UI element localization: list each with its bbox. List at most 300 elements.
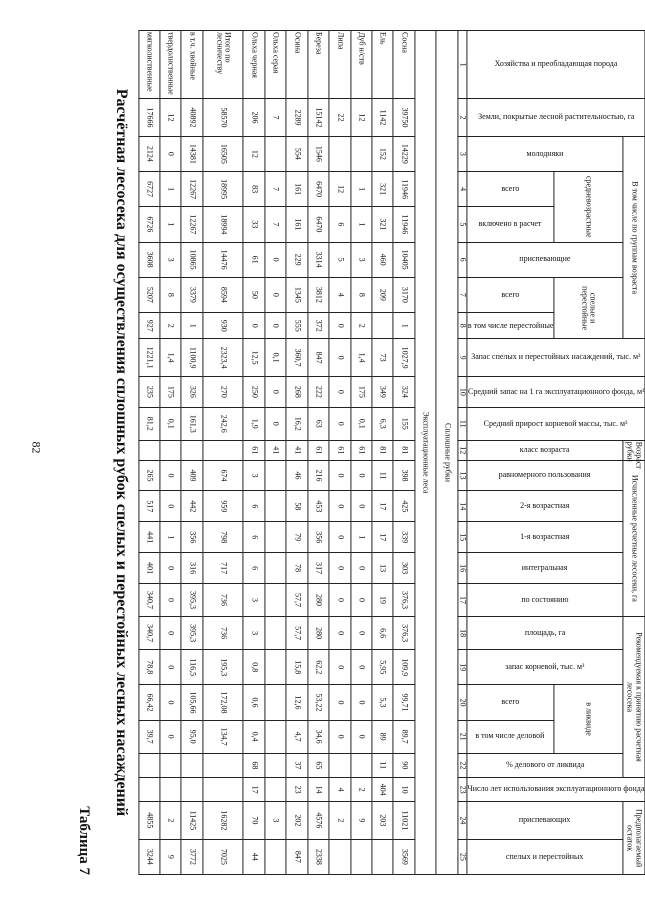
table-cell: 0 bbox=[351, 553, 372, 584]
table-cell: 2323,4 bbox=[203, 339, 244, 376]
table-cell: 8 bbox=[351, 277, 372, 312]
table-row bbox=[243, 31, 264, 875]
h-land: Земли, покрытые лесной растительностью, га bbox=[467, 99, 645, 136]
table-cell: 0,8 bbox=[243, 650, 264, 685]
table-cell: 425 bbox=[393, 491, 414, 522]
table-cell: 70 bbox=[243, 802, 264, 839]
table-cell: 395,3 bbox=[181, 617, 202, 650]
table-cell: 15,8 bbox=[286, 650, 307, 685]
table-cell: 6727 bbox=[139, 172, 160, 207]
table-cell: 7025 bbox=[203, 839, 244, 874]
table-cell: 175 bbox=[160, 376, 181, 407]
table-cell: 79 bbox=[286, 522, 307, 553]
table-cell: 441 bbox=[139, 522, 160, 553]
table-cell: 57,7 bbox=[286, 584, 307, 617]
table-cell: 41 bbox=[286, 440, 307, 460]
table-cell: 152 bbox=[372, 136, 393, 171]
row-species: Осина bbox=[286, 31, 307, 99]
table-cell: 847 bbox=[308, 339, 329, 376]
table-cell: 63 bbox=[308, 407, 329, 440]
table-cell: 0 bbox=[329, 720, 350, 753]
table-cell: 0,1 bbox=[265, 339, 286, 376]
table-cell: 268 bbox=[286, 376, 307, 407]
table-cell bbox=[160, 777, 181, 801]
section-label: Эксплуатационные леса bbox=[415, 31, 436, 875]
table-cell: 95,0 bbox=[181, 720, 202, 753]
table-cell: 57,7 bbox=[286, 617, 307, 650]
table-cell: 61 bbox=[329, 440, 350, 460]
table-cell: 349 bbox=[372, 376, 393, 407]
column-number: 11 bbox=[458, 407, 467, 440]
table-cell: 404 bbox=[372, 777, 393, 801]
table-cell: 0 bbox=[160, 720, 181, 753]
table-cell: 0 bbox=[160, 553, 181, 584]
table-cell bbox=[265, 553, 286, 584]
h-species: Хозяйства и преобладающая порода bbox=[467, 31, 645, 99]
row-species: Итого по лесничеству bbox=[203, 31, 244, 99]
table-cell bbox=[351, 753, 372, 777]
h-area: площадь, га bbox=[467, 617, 623, 650]
table-cell: 16505 bbox=[203, 136, 244, 171]
h-stock: Запас спелых и перестойных насаждений, тыс. м³ bbox=[467, 339, 645, 376]
h-mature: спелые и перестойные bbox=[554, 277, 623, 339]
table-cell: 12 bbox=[160, 99, 181, 136]
table-cell: 1 bbox=[181, 313, 202, 339]
h-calc-cuts: Исчисленные расчетные лесосеки, га bbox=[623, 460, 645, 616]
table-cell: 90 bbox=[393, 753, 414, 777]
row-species: твердолиственные bbox=[160, 31, 181, 99]
table-cell: 58570 bbox=[203, 99, 244, 136]
table-cell: 6 bbox=[329, 207, 350, 242]
table-cell: 2 bbox=[351, 777, 372, 801]
table-cell: 7 bbox=[265, 99, 286, 136]
table-cell: 798 bbox=[203, 522, 244, 553]
table-cell: 15142 bbox=[308, 99, 329, 136]
table-cell: 11946 bbox=[393, 207, 414, 242]
table-cell: 81 bbox=[372, 440, 393, 460]
column-number: 5 bbox=[458, 207, 467, 242]
table-cell: 317 bbox=[308, 553, 329, 584]
table-cell: 0,1 bbox=[351, 407, 372, 440]
table-cell: 0 bbox=[351, 650, 372, 685]
row-species: Липа bbox=[329, 31, 350, 99]
table-cell: 376,3 bbox=[393, 584, 414, 617]
table-cell: 2 bbox=[160, 313, 181, 339]
table-cell bbox=[139, 753, 160, 777]
table-cell: 339 bbox=[393, 522, 414, 553]
table-cell: 12 bbox=[329, 172, 350, 207]
table-cell: 0 bbox=[351, 617, 372, 650]
table-cell: 195,3 bbox=[203, 650, 244, 685]
table-cell bbox=[265, 136, 286, 171]
section-label: Сплошные рубки bbox=[436, 31, 457, 875]
cut-table bbox=[138, 30, 645, 875]
table-cell bbox=[265, 720, 286, 753]
table-cell: 16,2 bbox=[286, 407, 307, 440]
h-root-stock: запас корневой, тыс. м³ bbox=[467, 650, 623, 685]
table-cell: 13 bbox=[372, 553, 393, 584]
table-cell: 5207 bbox=[139, 277, 160, 312]
table-cell: 6470 bbox=[308, 172, 329, 207]
table-cell: 41 bbox=[265, 440, 286, 460]
table-cell: 6 bbox=[243, 491, 264, 522]
table-cell: 453 bbox=[308, 491, 329, 522]
table-cell: 109,9 bbox=[393, 650, 414, 685]
h-liquid-business: в том числе деловой bbox=[467, 720, 554, 753]
table-cell: 4 bbox=[329, 777, 350, 801]
table-cell: 0 bbox=[160, 491, 181, 522]
table-cell: 280 bbox=[308, 584, 329, 617]
table-cell: 959 bbox=[203, 491, 244, 522]
table-cell: 360,7 bbox=[286, 339, 307, 376]
column-number: 21 bbox=[458, 720, 467, 753]
table-cell: 927 bbox=[139, 313, 160, 339]
table-cell: 50 bbox=[243, 277, 264, 312]
table-cell: 0 bbox=[329, 376, 350, 407]
table-cell: 4,7 bbox=[286, 720, 307, 753]
table-cell bbox=[265, 650, 286, 685]
table-label: Таблица 7 bbox=[76, 806, 92, 875]
column-number: 17 bbox=[458, 584, 467, 617]
column-number: 4 bbox=[458, 172, 467, 207]
table-cell: 161,3 bbox=[181, 407, 202, 440]
table-row bbox=[203, 31, 244, 875]
table-cell bbox=[181, 440, 202, 460]
h-years: Число лет использования эксплуатационного фонда bbox=[467, 777, 645, 801]
column-number: 19 bbox=[458, 650, 467, 685]
column-number: 23 bbox=[458, 777, 467, 801]
table-cell: 6470 bbox=[308, 207, 329, 242]
table-cell: 0 bbox=[160, 584, 181, 617]
table-cell: 0 bbox=[351, 491, 372, 522]
column-number: 16 bbox=[458, 553, 467, 584]
table-cell bbox=[265, 839, 286, 874]
table-cell: 62,2 bbox=[308, 650, 329, 685]
table-cell: 17 bbox=[243, 777, 264, 801]
table-cell: 3 bbox=[243, 584, 264, 617]
table-cell bbox=[329, 753, 350, 777]
table-cell: 202 bbox=[286, 802, 307, 839]
table-cell: 2338 bbox=[308, 839, 329, 874]
table-cell: 46 bbox=[286, 460, 307, 491]
table-cell: 460 bbox=[372, 242, 393, 277]
table-cell: 270 bbox=[203, 376, 244, 407]
table-cell: 1 bbox=[351, 522, 372, 553]
table-cell bbox=[265, 491, 286, 522]
table-cell: 10865 bbox=[181, 242, 202, 277]
table-cell: 4855 bbox=[139, 802, 160, 839]
h-age1: 1-я возрастная bbox=[467, 522, 623, 553]
table-cell: 1546 bbox=[308, 136, 329, 171]
table-cell: 372 bbox=[308, 313, 329, 339]
table-cell: 18994 bbox=[203, 207, 244, 242]
table-cell: 11946 bbox=[393, 172, 414, 207]
h-remainder: Предполагаемый остаток bbox=[623, 802, 645, 875]
table-cell: 155 bbox=[393, 407, 414, 440]
table-cell: 0 bbox=[329, 617, 350, 650]
table-cell: 5 bbox=[329, 242, 350, 277]
row-species: Сосна bbox=[393, 31, 414, 99]
table-cell: 39750 bbox=[393, 99, 414, 136]
table-cell: 321 bbox=[372, 172, 393, 207]
table-cell: 0 bbox=[351, 460, 372, 491]
table-cell: 1 bbox=[351, 207, 372, 242]
table-cell: 3772 bbox=[181, 839, 202, 874]
table-cell bbox=[265, 685, 286, 720]
column-number-row bbox=[458, 31, 467, 875]
column-number: 15 bbox=[458, 522, 467, 553]
table-cell: 6,3 bbox=[372, 407, 393, 440]
table-cell: 89,7 bbox=[393, 720, 414, 753]
table-cell: 12267 bbox=[181, 207, 202, 242]
table-cell: 161 bbox=[286, 207, 307, 242]
table-cell: 1221,1 bbox=[139, 339, 160, 376]
table-cell: 316 bbox=[181, 553, 202, 584]
h-liquid-total: всего bbox=[467, 685, 554, 720]
table-row bbox=[265, 31, 286, 875]
table-cell: 1 bbox=[160, 172, 181, 207]
column-number: 7 bbox=[458, 277, 467, 312]
h-young: молодняки bbox=[467, 136, 623, 171]
table-row bbox=[160, 31, 181, 875]
table-cell: 0 bbox=[160, 617, 181, 650]
table-cell: 1 bbox=[160, 522, 181, 553]
table-cell: 175 bbox=[351, 376, 372, 407]
table-cell: 37 bbox=[286, 753, 307, 777]
table-cell: 0,1 bbox=[160, 407, 181, 440]
table-cell: 78,8 bbox=[139, 650, 160, 685]
table-cell: 340,7 bbox=[139, 584, 160, 617]
table-cell: 717 bbox=[203, 553, 244, 584]
table-cell: 2 bbox=[329, 802, 350, 839]
table-cell: 44 bbox=[243, 839, 264, 874]
table-row bbox=[393, 31, 414, 875]
table-cell: 4576 bbox=[308, 802, 329, 839]
row-species: Ольха черная bbox=[243, 31, 264, 99]
table-cell: 11021 bbox=[393, 802, 414, 839]
table-cell: 81,2 bbox=[139, 407, 160, 440]
table-cell: 105,66 bbox=[181, 685, 202, 720]
table-cell bbox=[181, 753, 202, 777]
table-row bbox=[308, 31, 329, 875]
table-cell: 0 bbox=[329, 553, 350, 584]
table-cell: 8 bbox=[160, 277, 181, 312]
table-cell: 736 bbox=[203, 584, 244, 617]
table-cell bbox=[265, 777, 286, 801]
table-cell: 161 bbox=[286, 172, 307, 207]
table-cell: 250 bbox=[243, 376, 264, 407]
table-cell bbox=[139, 440, 160, 460]
table-cell: 3 bbox=[265, 802, 286, 839]
table-cell: 78 bbox=[286, 553, 307, 584]
table-cell: 16282 bbox=[203, 802, 244, 839]
table-cell: 10405 bbox=[393, 242, 414, 277]
h-ripening: приспевающие bbox=[467, 242, 623, 277]
h-middle-incl: включено в расчет bbox=[467, 207, 554, 242]
h-recommended: Рекомендуемая к принятию расчетная лесосека bbox=[623, 617, 645, 778]
table-row bbox=[351, 31, 372, 875]
table-cell: 265 bbox=[139, 460, 160, 491]
row-species: Ольха серая bbox=[265, 31, 286, 99]
table-cell: 14476 bbox=[203, 242, 244, 277]
row-species: Ель bbox=[372, 31, 393, 99]
column-number: 22 bbox=[458, 753, 467, 777]
table-cell: 0 bbox=[329, 650, 350, 685]
table-cell: 0,4 bbox=[243, 720, 264, 753]
table-cell: 340,7 bbox=[139, 617, 160, 650]
table-cell: 0 bbox=[329, 407, 350, 440]
table-cell: 58 bbox=[286, 491, 307, 522]
column-number: 1 bbox=[458, 31, 467, 99]
table-cell: 34,6 bbox=[308, 720, 329, 753]
table-container bbox=[138, 30, 645, 875]
row-species: мягколиственные bbox=[139, 31, 160, 99]
table-cell: 0 bbox=[160, 685, 181, 720]
table-cell: 5,95 bbox=[372, 650, 393, 685]
table-cell: 11 bbox=[372, 753, 393, 777]
table-cell: 22 bbox=[329, 99, 350, 136]
table-cell: 1 bbox=[393, 313, 414, 339]
table-cell: 554 bbox=[286, 136, 307, 171]
table-cell: 222 bbox=[308, 376, 329, 407]
table-cell: 326 bbox=[181, 376, 202, 407]
table-cell: 0 bbox=[265, 242, 286, 277]
table-cell bbox=[329, 136, 350, 171]
table-cell: 0 bbox=[265, 277, 286, 312]
table-cell: 68 bbox=[243, 753, 264, 777]
table-cell: 3170 bbox=[393, 277, 414, 312]
column-number: 14 bbox=[458, 491, 467, 522]
table-cell: 0 bbox=[265, 313, 286, 339]
table-cell: 17 bbox=[372, 491, 393, 522]
table-cell: 1027,9 bbox=[393, 339, 414, 376]
column-number: 20 bbox=[458, 685, 467, 720]
table-cell: 18995 bbox=[203, 172, 244, 207]
table-cell: 3812 bbox=[308, 277, 329, 312]
table-cell: 8594 bbox=[203, 277, 244, 312]
table-cell: 39,7 bbox=[139, 720, 160, 753]
table-cell: 0 bbox=[329, 339, 350, 376]
table-cell: 2 bbox=[160, 802, 181, 839]
table-cell bbox=[265, 617, 286, 650]
table-cell: 303 bbox=[393, 553, 414, 584]
table-cell: 66,42 bbox=[139, 685, 160, 720]
table-cell: 5,3 bbox=[372, 685, 393, 720]
table-cell: 1345 bbox=[286, 277, 307, 312]
table-cell: 3 bbox=[351, 242, 372, 277]
table-cell: 229 bbox=[286, 242, 307, 277]
table-cell: 1,9 bbox=[243, 407, 264, 440]
table-cell: 2289 bbox=[286, 99, 307, 136]
table-cell: 9 bbox=[160, 839, 181, 874]
table-cell: 409 bbox=[181, 460, 202, 491]
table-cell: 61 bbox=[308, 440, 329, 460]
table-cell: 11 bbox=[372, 460, 393, 491]
table-cell: 3 bbox=[243, 460, 264, 491]
column-number: 3 bbox=[458, 136, 467, 171]
table-cell: 1,4 bbox=[351, 339, 372, 376]
h-liquid: в ликвиде bbox=[554, 685, 623, 753]
column-number: 18 bbox=[458, 617, 467, 650]
table-cell bbox=[265, 460, 286, 491]
column-number: 12 bbox=[458, 440, 467, 460]
table-cell: 1 bbox=[351, 172, 372, 207]
table-cell: 172,08 bbox=[203, 685, 244, 720]
h-age-class: класс возраста bbox=[467, 440, 623, 460]
table-cell: 0 bbox=[351, 685, 372, 720]
table-cell: 1 bbox=[160, 207, 181, 242]
table-cell: 7 bbox=[265, 207, 286, 242]
table-row bbox=[329, 31, 350, 875]
table-cell: 0 bbox=[160, 460, 181, 491]
table-cell: 674 bbox=[203, 460, 244, 491]
table-cell bbox=[160, 753, 181, 777]
table-cell: 1100,9 bbox=[181, 339, 202, 376]
h-rem-mature: спелых и перестойных bbox=[467, 839, 623, 874]
table-cell bbox=[372, 839, 393, 874]
table-cell: 209 bbox=[372, 277, 393, 312]
table-cell bbox=[329, 839, 350, 874]
table-cell bbox=[203, 753, 244, 777]
h-uniform: равномерного пользования bbox=[467, 460, 623, 491]
table-cell: 242,6 bbox=[203, 407, 244, 440]
table-cell: 65 bbox=[308, 753, 329, 777]
h-middle-total: всего bbox=[467, 172, 554, 207]
table-row bbox=[286, 31, 307, 875]
table-cell: 83 bbox=[243, 172, 264, 207]
table-cell: 2124 bbox=[139, 136, 160, 171]
table-cell: 12 bbox=[243, 136, 264, 171]
table-cell: 0 bbox=[160, 650, 181, 685]
table-cell: 61 bbox=[243, 440, 264, 460]
table-cell: 33 bbox=[243, 207, 264, 242]
table-cell: 40892 bbox=[181, 99, 202, 136]
table-cell: 12,6 bbox=[286, 685, 307, 720]
table-cell: 356 bbox=[308, 522, 329, 553]
column-number: 6 bbox=[458, 242, 467, 277]
table-cell: 11425 bbox=[181, 802, 202, 839]
table-cell: 61 bbox=[243, 242, 264, 277]
table-row bbox=[372, 31, 393, 875]
h-mature-total: всего bbox=[467, 277, 554, 312]
section-row bbox=[415, 31, 436, 875]
column-number: 25 bbox=[458, 839, 467, 874]
table-cell: 930 bbox=[203, 313, 244, 339]
h-middle: средневозрастные bbox=[554, 172, 623, 243]
column-number: 13 bbox=[458, 460, 467, 491]
table-cell: 17 bbox=[372, 522, 393, 553]
table-cell: 6726 bbox=[139, 207, 160, 242]
table-cell: 847 bbox=[286, 839, 307, 874]
table-cell: 3 bbox=[243, 617, 264, 650]
table-cell: 0 bbox=[329, 685, 350, 720]
column-number: 8 bbox=[458, 313, 467, 339]
row-species: Береза bbox=[308, 31, 329, 99]
table-cell bbox=[265, 584, 286, 617]
table-cell: 7 bbox=[265, 172, 286, 207]
table-cell: 0 bbox=[329, 522, 350, 553]
h-avg-stock: Средний запас на 1 га эксплуатационного фонда, м³ bbox=[467, 376, 645, 407]
table-row bbox=[181, 31, 202, 875]
table-cell: 0 bbox=[351, 584, 372, 617]
table-cell bbox=[139, 777, 160, 801]
h-age-groups: В том числе по группам возраста bbox=[623, 136, 645, 339]
table-cell: 9 bbox=[351, 802, 372, 839]
h-age2: 2-я возрастная bbox=[467, 491, 623, 522]
table-cell: 0 bbox=[329, 313, 350, 339]
table-cell: 0 bbox=[243, 313, 264, 339]
table-cell bbox=[265, 522, 286, 553]
